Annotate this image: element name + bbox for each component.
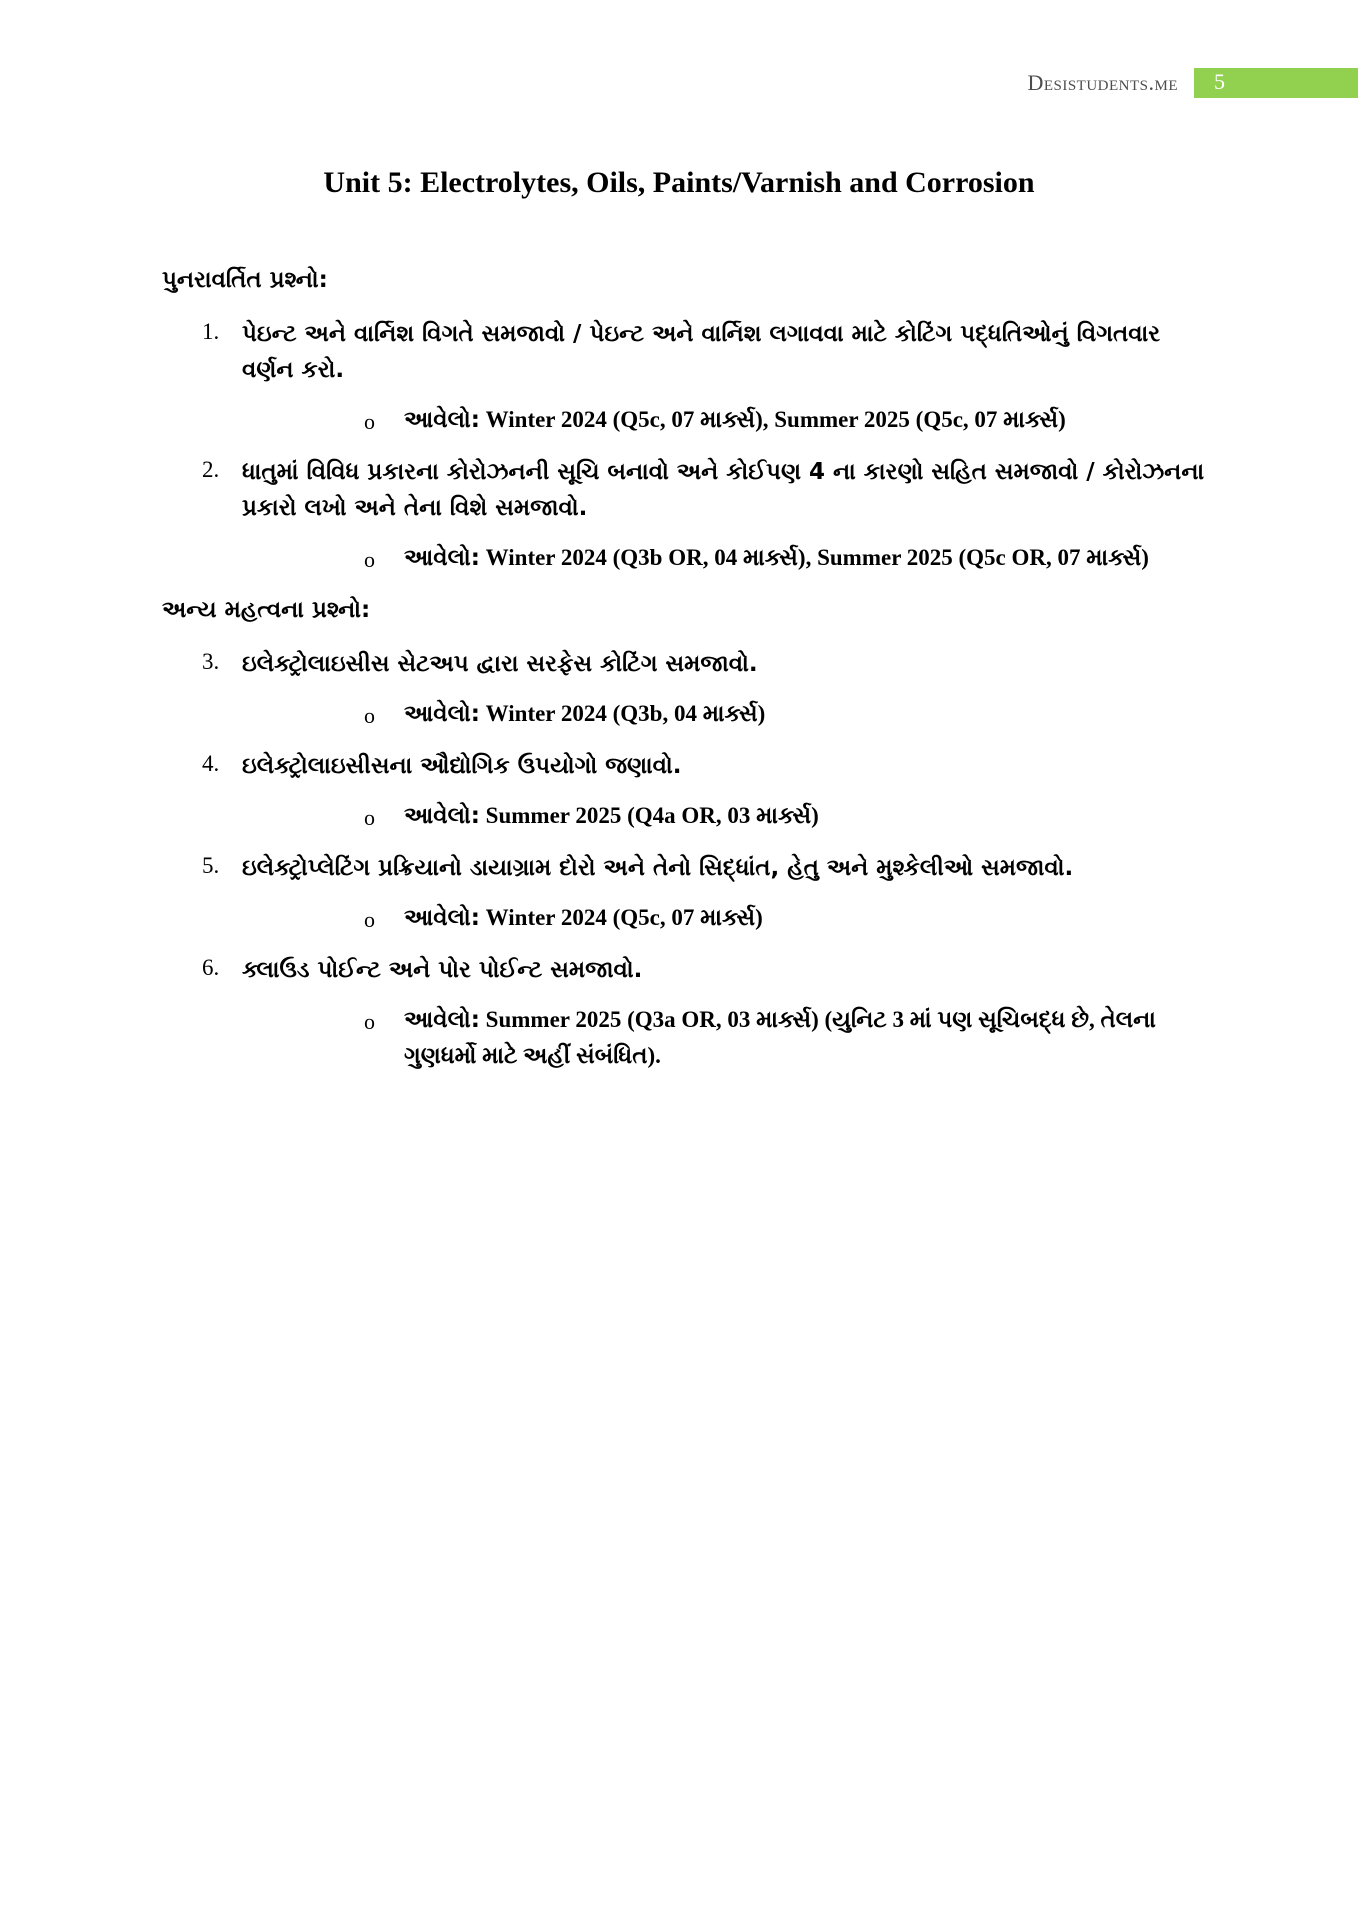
- site-name: Desistudents.me: [1027, 70, 1178, 95]
- question-item: [162, 454, 1212, 576]
- question-item: [162, 952, 1212, 1074]
- section-heading-other: અન્ય મહત્વના પ્રશ્નો:: [162, 597, 371, 623]
- question-list-other: [162, 646, 1212, 1074]
- asked-info: [242, 402, 1212, 438]
- asked-detail: Winter 2024 (Q3b OR, 04 માર્ક્સ), Summer 2025 (Q5c OR, 07 માર્ક્સ): [479, 545, 1149, 570]
- question-number: 4.: [202, 751, 220, 776]
- asked-label: આવેલો:: [404, 407, 480, 433]
- asked-label: આવેલો:: [404, 1007, 480, 1033]
- asked-detail: Winter 2024 (Q3b, 04 માર્ક્સ): [479, 701, 766, 726]
- asked-detail: Winter 2024 (Q5c, 07 માર્ક્સ): [479, 905, 763, 930]
- asked-label: આવેલો:: [404, 545, 480, 571]
- question-text: પેઇન્ટ અને વાર્નિશ વિગતે સમજાવો / પેઇન્ટ અને વાર્નિશ લગાવવા માટે કોટિંગ પદ્ધતિઓનું વિગતવાર વર્ણન કરો.: [242, 321, 1161, 383]
- question-number: 6.: [202, 955, 220, 980]
- asked-detail: Summer 2025 (Q4a OR, 03 માર્ક્સ): [479, 803, 819, 828]
- page-header: [1027, 68, 1358, 98]
- asked-info: [242, 540, 1212, 576]
- bullet-marker: o: [364, 703, 375, 728]
- question-item: [162, 850, 1212, 936]
- bullet-marker: o: [364, 1009, 375, 1034]
- question-item: [162, 316, 1212, 438]
- unit-title: Unit 5: Electrolytes, Oils, Paints/Varnish and Corrosion: [323, 166, 1035, 199]
- question-text: ધાતુમાં વિવિધ પ્રકારના કોરોઝનની સૂચિ બનાવો અને કોઈપણ 4 ના કારણો સહિત સમજાવો / કોરોઝનના પ્રકારો લખો અને તેના વિશે સમજાવો.: [242, 459, 1205, 521]
- question-text: ઇલેક્ટ્રોપ્લેટિંગ પ્રક્રિયાનો ડાયાગ્રામ દોરો અને તેનો સિદ્ધાંત, હેતુ અને મુશ્કેલીઓ સમજાવો.: [242, 855, 1074, 881]
- question-number: 5.: [202, 853, 220, 878]
- bullet-marker: o: [364, 409, 375, 434]
- question-number: 2.: [202, 457, 220, 482]
- question-text: ઇલેક્ટ્રોલાઇસીસના ઔદ્યોગિક ઉપયોગો જણાવો.: [242, 753, 682, 779]
- bullet-marker: o: [364, 547, 375, 572]
- question-text: ક્લાઉડ પોઈન્ટ અને પોર પોઈન્ટ સમજાવો.: [242, 957, 643, 983]
- asked-info: [242, 798, 1212, 834]
- asked-info: [242, 900, 1212, 936]
- asked-detail: Summer 2025 (Q3a OR, 03 માર્ક્સ) (યુનિટ 3 માં પણ સૂચિબદ્ધ છે, તેલના ગુણધર્મો માટે અહીં સંબંધિત).: [404, 1007, 1156, 1068]
- question-list-repeated: [162, 316, 1212, 576]
- question-number: 1.: [202, 319, 220, 344]
- page-number: 5: [1194, 68, 1358, 98]
- asked-info: [242, 696, 1212, 732]
- bullet-marker: o: [364, 805, 375, 830]
- asked-label: આવેલો:: [404, 701, 480, 727]
- asked-label: આવેલો:: [404, 803, 480, 829]
- document-body: [162, 262, 1212, 1090]
- question-number: 3.: [202, 649, 220, 674]
- asked-info: [242, 1002, 1212, 1074]
- bullet-marker: o: [364, 907, 375, 932]
- question-item: [162, 748, 1212, 834]
- question-item: [162, 646, 1212, 732]
- question-text: ઇલેક્ટ્રોલાઇસીસ સેટઅપ દ્વારા સરફેસ કોટિંગ સમજાવો.: [242, 651, 758, 677]
- section-heading-repeated: પુનરાવર્તિત પ્રશ્નો:: [162, 267, 328, 293]
- asked-detail: Winter 2024 (Q5c, 07 માર્ક્સ), Summer 2025 (Q5c, 07 માર્ક્સ): [479, 407, 1066, 432]
- asked-label: આવેલો:: [404, 905, 480, 931]
